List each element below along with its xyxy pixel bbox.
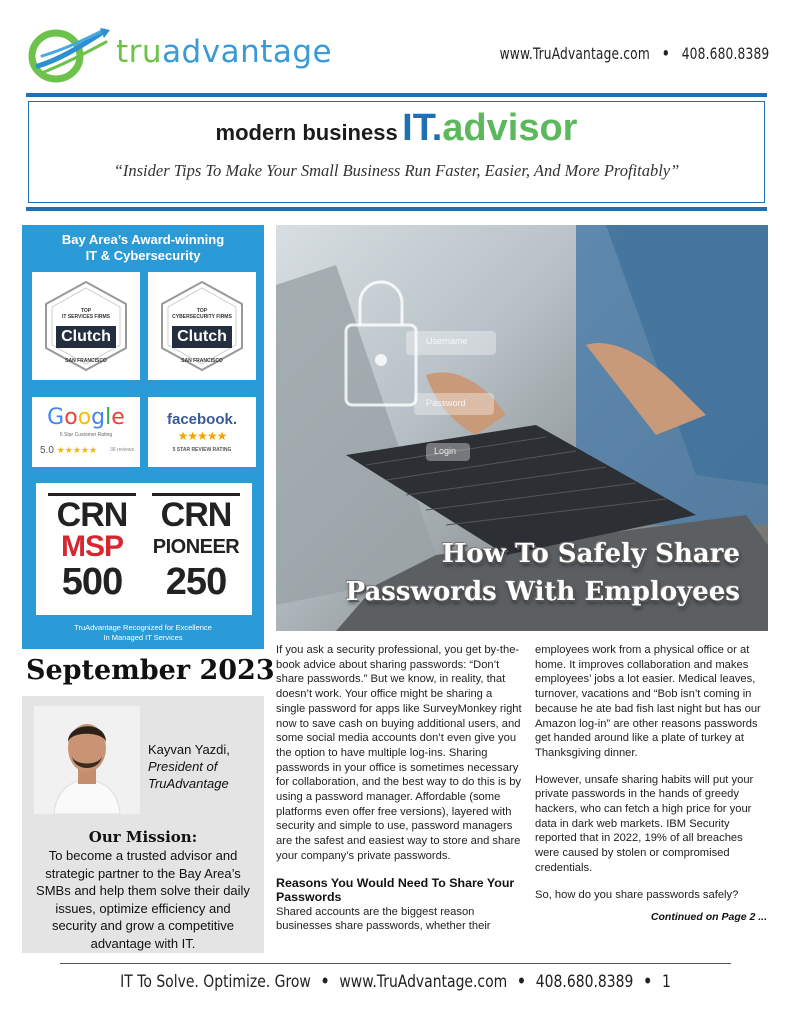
article-title-line2: Passwords With Employees (345, 577, 740, 607)
footer-divider (60, 963, 731, 964)
google-rating-badge (32, 397, 140, 467)
masthead-prefix: modern business (215, 120, 398, 145)
profile-title-line1: President of (148, 759, 218, 774)
crn-brand: CRN (160, 496, 232, 534)
article-title-line1: How To Safely Share (441, 539, 740, 569)
facebook-rating-badge (148, 397, 256, 467)
article-paragraph: employees work from a physical office or at home. It improves collaboration and makes employees’ jobs a lot easier. Medical leaves, turnover, vacations and “Bob isn’t coming in because he ate bad fish last night but has our Amazon log-in” are other reasons passwords get handed around like a plate of turkey at Thanksgiving dinner. (535, 644, 761, 759)
profile-name-text: Kayvan Yazdi, (148, 742, 230, 757)
crn-line2: PIONEER (152, 536, 240, 558)
clutch-name: Clutch (172, 326, 232, 348)
article-column-1 (276, 643, 522, 946)
google-rating (40, 445, 97, 456)
footer-website-link[interactable]: www.TruAdvantage.com (339, 972, 508, 992)
hero-password-field: Password (426, 398, 466, 408)
header-phone[interactable]: 408.680.8389 (681, 44, 769, 63)
article-title (346, 535, 740, 611)
hero-image (276, 225, 768, 631)
masthead-it: IT. (402, 107, 443, 149)
clutch-category: CYBERSECURITY FIRMS (172, 314, 232, 320)
person-photo-icon (34, 706, 140, 814)
star-icon: ★★★★★ (56, 445, 98, 455)
article-column-2 (535, 643, 767, 914)
crn-line2: MSP (60, 530, 123, 563)
profile-box (22, 696, 264, 953)
clutch-top: TOP (80, 308, 92, 314)
masthead-advisor: advisor (442, 107, 578, 149)
header-contact (499, 44, 769, 63)
crn-number: 500 (61, 561, 123, 603)
page-number: 1 (661, 972, 671, 992)
footer-separator: • (320, 972, 330, 992)
mission-heading: Our Mission: (88, 828, 198, 846)
footer-separator: • (643, 972, 653, 992)
masthead-banner (26, 93, 767, 211)
footer-separator: • (517, 972, 526, 992)
google-rating-value: 5.0 (40, 445, 54, 456)
awards-title (22, 232, 264, 264)
header-separator: • (661, 44, 670, 63)
hero-login-button: Login (434, 446, 457, 456)
crn-msp500-logo (44, 493, 140, 602)
logo-prefix: tru (116, 34, 163, 70)
mission-text: To become a trusted advisor and strategic partner to the Bay Area’s SMBs and help them solve their daily issues, optimize efficiency and security and grow a competitive advantage with IT. (36, 848, 250, 951)
page-footer (71, 972, 720, 992)
star-icon: ★★★★★ (177, 429, 227, 443)
clutch-hexagon (160, 280, 244, 372)
article-paragraph: So, how do you share passwords safely? (535, 888, 739, 901)
clutch-hexagon (44, 280, 128, 372)
continued-link[interactable]: Continued on Page 2 ... (650, 911, 767, 923)
awards-title-line2: IT & Cybersecurity (85, 248, 201, 263)
profile-name (148, 741, 230, 792)
truadvantage-logo[interactable] (28, 26, 333, 84)
awards-panel (22, 225, 264, 649)
awards-title-line1: Bay Area’s Award-winning (61, 232, 225, 247)
facebook-sub: 5 STAR REVIEW RATING (172, 447, 232, 453)
article-subheading: Reasons You Would Need To Share Your Passwords (276, 875, 515, 905)
clutch-name: Clutch (56, 326, 116, 348)
footer-phone[interactable]: 408.680.8389 (535, 972, 634, 992)
article-paragraph: If you ask a security professional, you get by-the-book advice about sharing passwords: “Don’t share passwords.” But we know, in reality, that doesn’t work. Your office might be sharing a single password for apps like SurveyMonkey right now to save cash on buying additional users, and some social media accounts don’t even give you the option to have multiple log-ins. Sharing passwords in your office is sometimes necessary for collaboration, and the best way to do this is by using a password manager. Affordable (some platforms even offer free versions), layered with security and simple to use, password managers are the safest and easiest way to store and share your company’s private passwords. (276, 644, 522, 862)
logo-wordmark (116, 34, 332, 70)
clutch-top-label (44, 308, 128, 320)
logo-suffix: advantage (162, 34, 333, 70)
crn-awards (36, 483, 252, 615)
logo-swoosh-icon (28, 26, 112, 84)
clutch-it-services-badge (32, 272, 140, 380)
issue-date: September 2023 (26, 655, 275, 686)
masthead-tagline: “Insider Tips To Make Your Small Business Run Faster, Easier, And More Profitably” (113, 161, 680, 180)
clutch-city: SAN FRANCISCO (65, 358, 107, 364)
avatar (34, 706, 140, 814)
awards-footer (22, 623, 264, 643)
masthead-title (26, 107, 767, 150)
google-logo: Google (47, 405, 125, 430)
profile-title-line2: TruAdvantage (148, 776, 229, 791)
crn-pioneer250-logo (148, 493, 244, 602)
footer-slogan: IT To Solve. Optimize. Grow (120, 972, 311, 992)
clutch-cybersecurity-badge (148, 272, 256, 380)
clutch-category: IT SERVICES FIRMS (62, 314, 110, 320)
facebook-logo: facebook. (166, 411, 238, 428)
google-reviews: 36 reviews (110, 447, 134, 453)
article-paragraph: Shared accounts are the biggest reason businesses share passwords, whether their (276, 905, 491, 933)
google-sub: 5 Star Customer Rating (59, 432, 113, 438)
hero-username-field: Username (426, 336, 468, 346)
header-website-link[interactable]: www.TruAdvantage.com (499, 44, 650, 63)
clutch-top: TOP (196, 308, 208, 314)
crn-brand: CRN (56, 496, 128, 534)
clutch-top-label (160, 308, 244, 320)
awards-footer-line1: TruAdvantage Recognized for Excellence (74, 623, 212, 632)
clutch-city: SAN FRANCISCO (181, 358, 223, 364)
awards-footer-line2: In Managed IT Services (103, 633, 183, 642)
crn-number: 250 (165, 561, 227, 603)
article-paragraph: However, unsafe sharing habits will put your private passwords in the hands of greedy hackers, who can fetch a high price for your data in dark web markets. IBM Security reported that in 2022, 19% of all breaches were caused by stolen or compromised credentials. (535, 773, 754, 874)
